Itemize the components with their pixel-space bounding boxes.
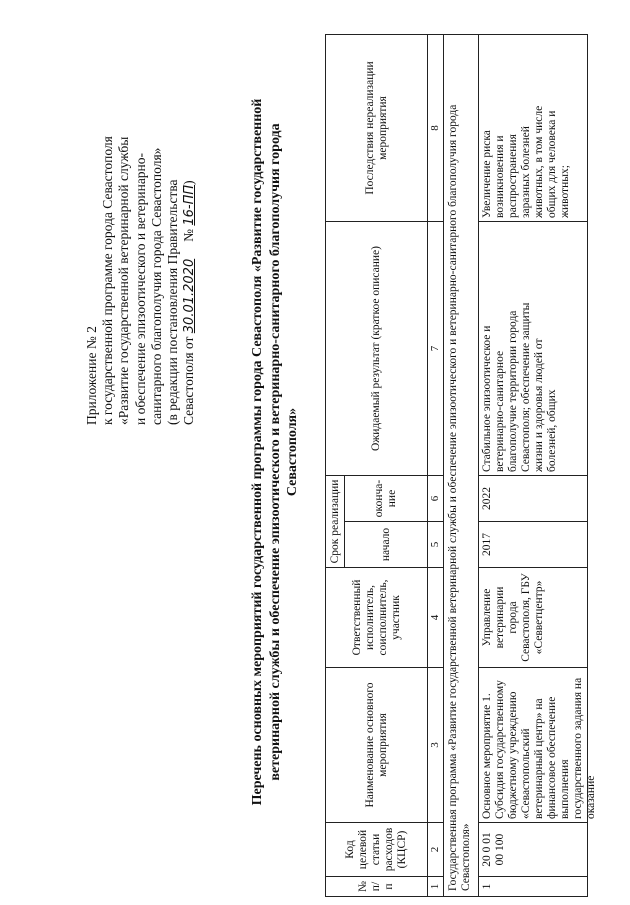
header-num: № п/п: [326, 877, 428, 897]
row-consequence-text: Увеличение риска возникновения и распространения заразных болезней животных, в том числе общих для человека и животных;: [481, 105, 571, 218]
measures-table: [325, 34, 597, 897]
appendix-line: Приложение № 2: [84, 326, 99, 425]
row-name: [479, 668, 597, 823]
column-number-row: [428, 35, 444, 897]
row-code: 20 0 01 00 100: [479, 823, 588, 877]
column-number: 1: [428, 877, 444, 897]
appendix-line: (в редакции постановления Правительства: [165, 179, 181, 425]
appendix-date-line: Севастополя от 30.01.2020 № 16-ПП): [181, 180, 198, 425]
number-sign: №: [181, 229, 197, 242]
row-start: 2017: [479, 522, 588, 568]
appendix-line: «Развитие государственной ветеринарной службы: [116, 136, 132, 425]
row-executor: Управление ветеринарии города Севастополя, ГБУ «Севветцентр»: [479, 568, 588, 668]
header-executor: Ответственный исполнитель, соисполнитель, участник: [326, 568, 428, 668]
program-title-cell: Государственная программа «Развитие государственной ветеринарной службы и обеспечение эпизоотического и ветеринарно-санитарного благополучия города Севастополя»: [444, 35, 479, 897]
column-number: 8: [428, 35, 444, 222]
header-code: Код целевой статьи расходов (КЦСР): [326, 823, 428, 877]
appendix-line-prefix: Севастополя от: [181, 336, 197, 425]
header-result: Ожидаемый результат (краткое описание): [326, 222, 428, 476]
row-name-text: Основное мероприятие 1. Субсидия государственному бюджетному учреждению «Севастопольский ветеринарный центр» на финансовое обеспечение выполнения государственного задания на оказание: [481, 677, 597, 819]
appendix-line: санитарного благополучия города Севастополя»: [148, 147, 164, 425]
row-result-text: Стабильное эпизоотическое и ветеринарно-санитарное благополучие территории города Севастополя; обеспечение защиты жизни и здоровья людей от болезней, общих: [481, 302, 558, 472]
appendix-header: [84, 25, 198, 425]
header-start: начало: [345, 522, 428, 568]
row-num: 1: [479, 877, 588, 897]
row-consequence: [479, 35, 588, 222]
title-line: Перечень основных мероприятий государственной программы города Севастополя «Развитие государственной: [250, 98, 265, 806]
column-number: 4: [428, 568, 444, 668]
title-line: Севастополя»: [285, 407, 300, 497]
header-consequence: Последствия нереализации мероприятия: [326, 35, 428, 222]
program-row: [444, 35, 479, 897]
column-number: 5: [428, 522, 444, 568]
document-title: [249, 37, 302, 867]
header-end: оконча-ние: [345, 476, 428, 522]
appendix-line: к государственной программе города Севастополя: [100, 136, 116, 425]
column-number: 2: [428, 823, 444, 877]
handwritten-number: 16-ПП: [182, 184, 198, 226]
handwritten-date: 30.01.2020: [182, 258, 198, 334]
header-row: [326, 35, 345, 897]
header-period: Срок реализации: [326, 476, 345, 568]
row-end: 2022: [479, 476, 588, 522]
title-line: ветеринарной службы и обеспечение эпизоотического и ветеринарно-санитарного благополучия города: [267, 123, 283, 781]
column-number: 3: [428, 668, 444, 823]
column-number: 6: [428, 476, 444, 522]
table-row: [479, 35, 588, 897]
row-result: [479, 222, 588, 476]
column-number: 7: [428, 222, 444, 476]
appendix-line: и обеспечение эпизоотического и ветеринарно-: [132, 152, 148, 425]
header-name: Наименование основного мероприятия: [326, 668, 428, 823]
